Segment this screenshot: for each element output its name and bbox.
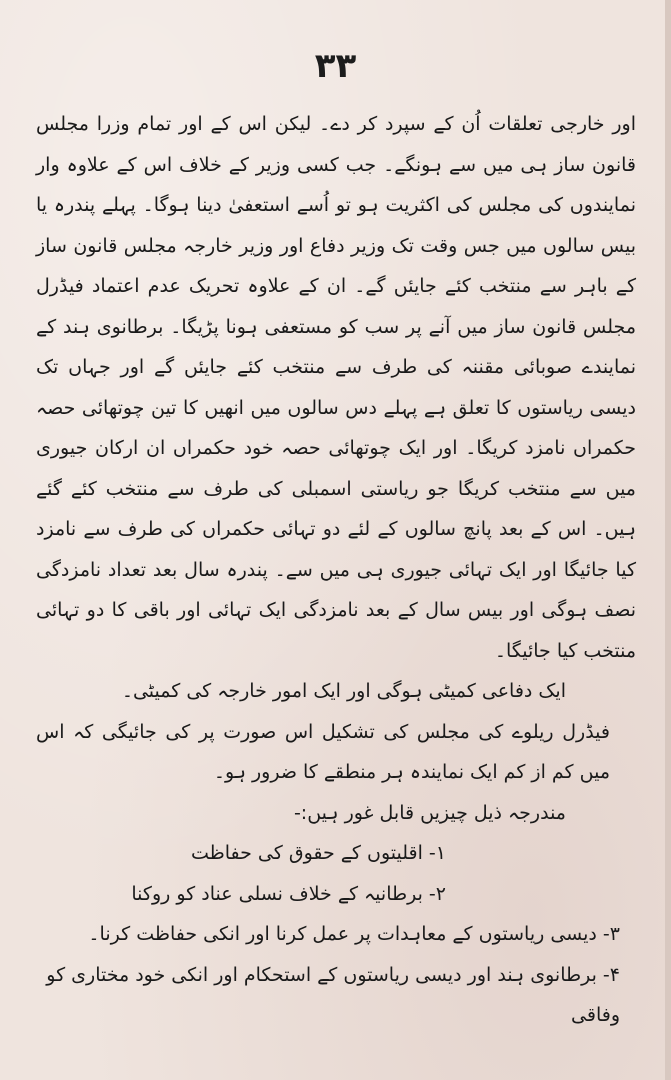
considerations-list bbox=[36, 833, 636, 1036]
list-item-racial-animosity: ۲- برطانیہ کے خلاف نسلی عناد کو روکنا bbox=[131, 882, 446, 905]
paragraph-federal-railway: فیڈرل ریلوے کی مجلس کی تشکیل اس صورت پر کی جائیگی کہ اس میں کم از کم ایک نمایندہ ہر منطقے کا ضرور ہو۔ bbox=[36, 720, 610, 783]
list-item-state-treaties: ۳- دیسی ریاستوں کے معاہدات پر عمل کرنا اور انکی حفاظت کرنا۔ bbox=[88, 923, 620, 945]
paragraph-defence-committee: ایک دفاعی کمیٹی ہوگی اور ایک امور خارجہ کی کمیٹی۔ bbox=[121, 680, 566, 702]
paragraph-federal-ministers: اور خارجی تعلقات اُن کے سپرد کر دے۔ لیکن اس کے اور تمام وزرا مجلس قانون ساز ہی میں سے ہونگے۔ جب کسی وزیر کے خلاف اس کے علاوہ وار نمایندوں کی مجلس کی اکثریت ہو تو اُسے استعفیٰ دینا ہوگا۔ پہلے پندرہ یا بیس سالوں میں جس وقت تک وزیر دفاع اور وزیر خارجہ مجلس قانون ساز کے باہر سے منتخب کئے جایئں گے۔ ان کے علاوہ تحریک عدم اعتماد فیڈرل مجلس قانون ساز میں آنے پر سب کو مستعفی ہونا پڑیگا۔ برطانوی ہند کے نمایندے صوبائی مقننہ کی طرف سے منتخب کئے جایئں گے اور جہاں تک دیسی ریاستوں کا تعلق ہے پہلے دس سالوں میں انھیں کا تین چوتھائی حصہ حکمراں نامزد کریگا۔ اور ایک چوتھائی حصہ خود حکمراں ان ارکان جیوری میں سے منتخب کریگا جو ریاستی اسمبلی کی طرف سے منتخب کئے گئے ہیں۔ اس کے بعد پانچ سالوں کے لئے دو تہائی حکمراں کی طرف سے نامزد کیا جائیگا اور ایک تہائی جیوری ہی میں سے۔ پندرہ سال بعد تعداد نامزدگی نصف ہوگی اور بیس سال کے بعد نامزدگی ایک تہائی اور باقی کا دو تہائی منتخب کیا جائیگا۔ bbox=[36, 113, 636, 662]
paragraph-considerations-heading: مندرجہ ذیل چیزیں قابل غور ہیں:- bbox=[293, 801, 566, 824]
document-body bbox=[36, 104, 636, 1036]
list-item-minorities: ۱- اقلیتوں کے حقوق کی حفاظت bbox=[190, 842, 446, 864]
list-item-federal-autonomy: ۴- برطانوی ہند اور دیسی ریاستوں کے استحکام اور انکی خود مختاری کو وفاقی bbox=[46, 963, 620, 1026]
page-number: ۳۳ bbox=[314, 46, 357, 86]
